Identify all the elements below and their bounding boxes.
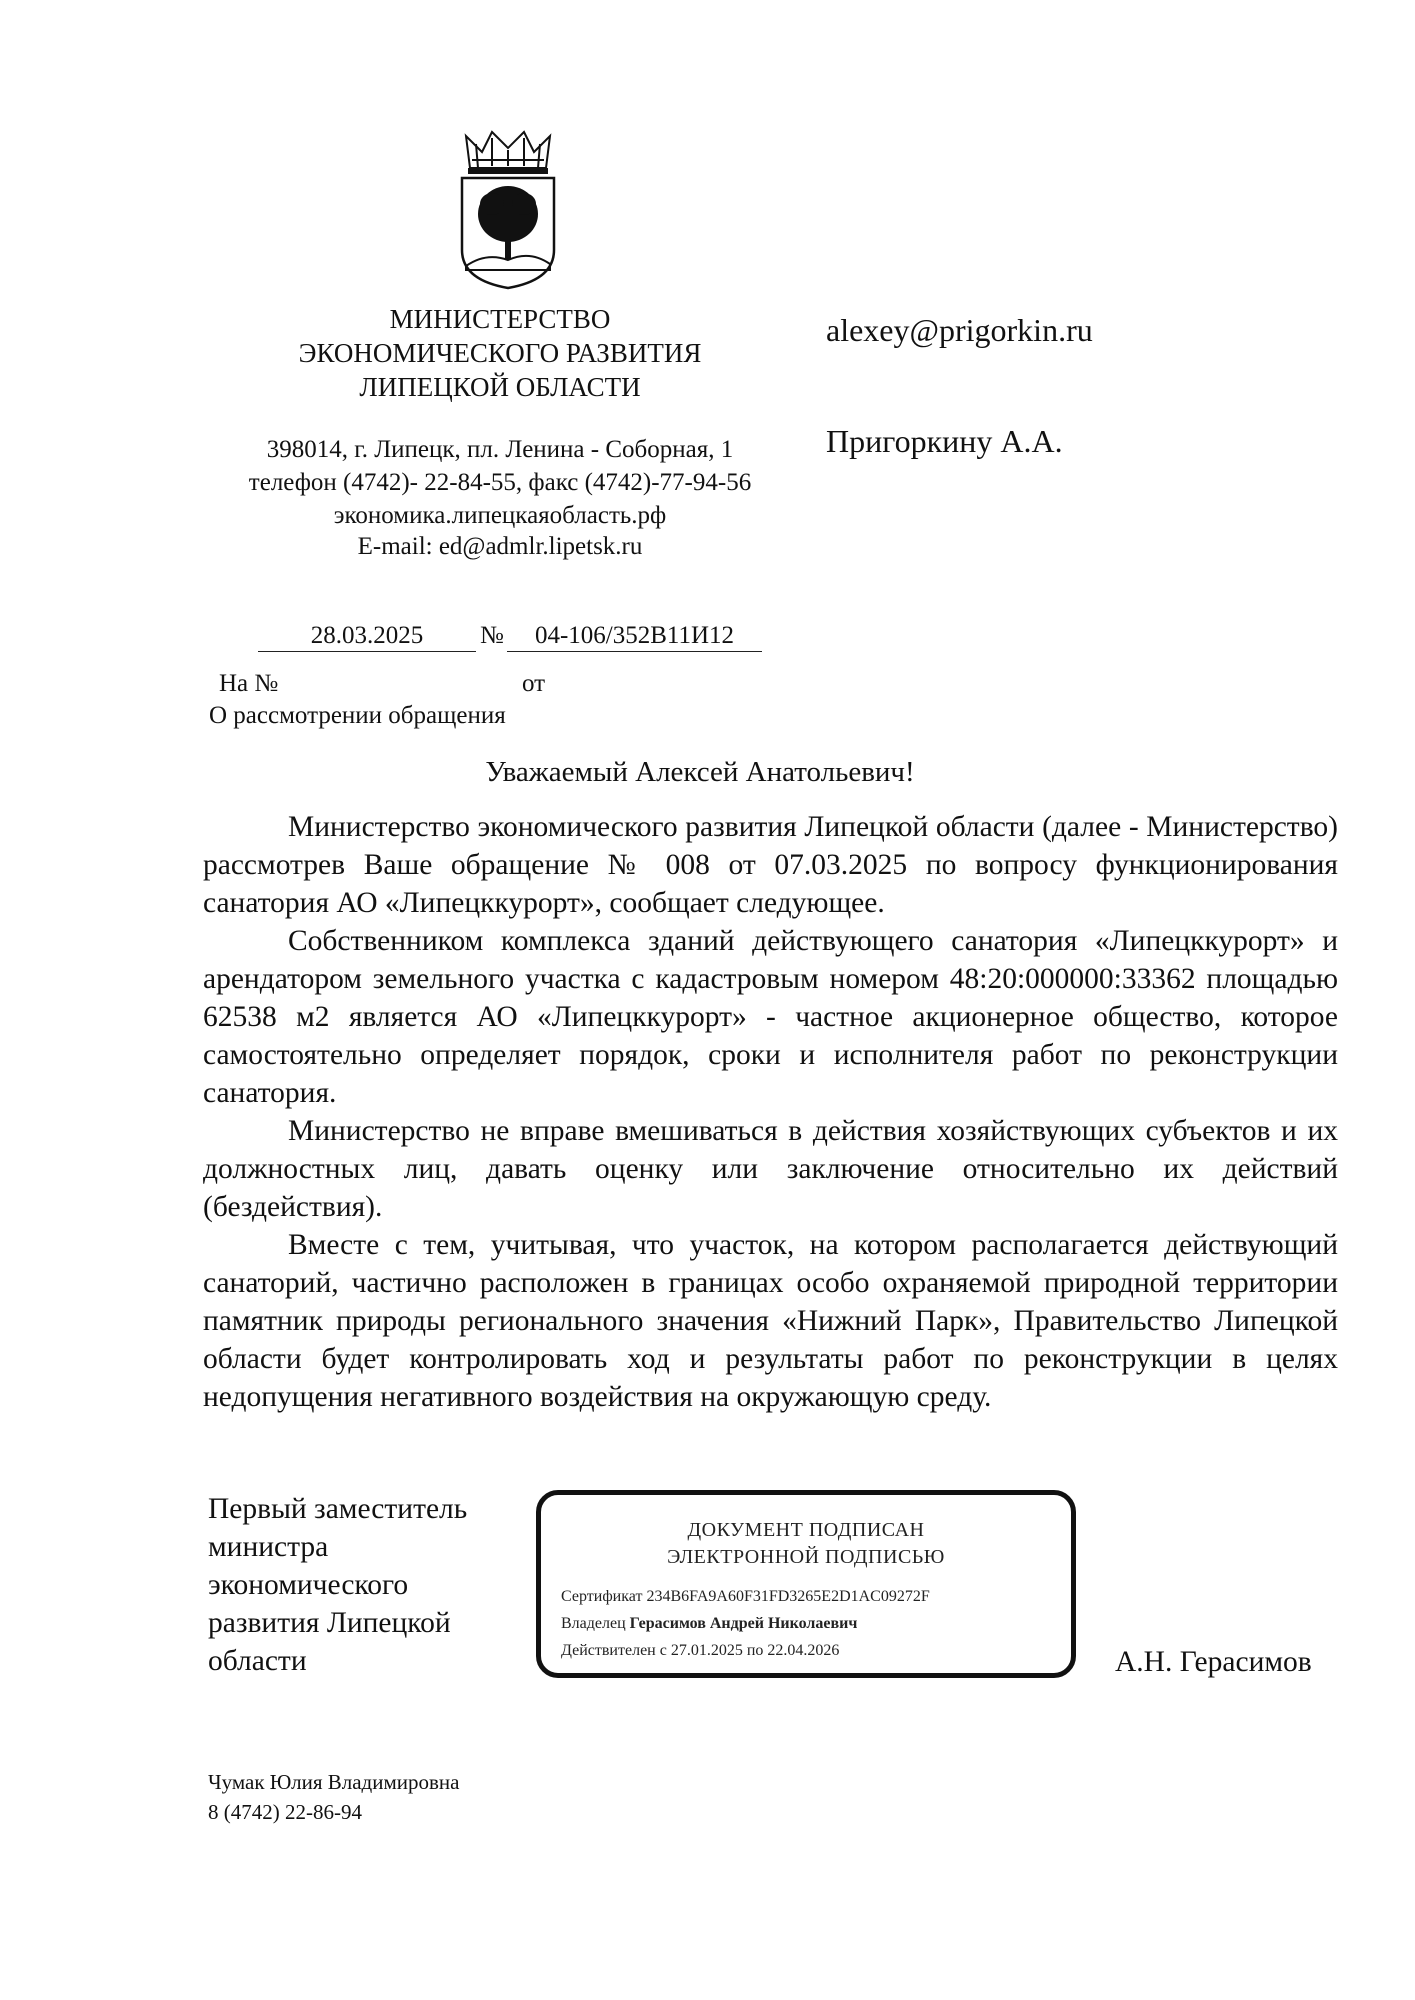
stamp-title-line: ДОКУМЕНТ ПОДПИСАН xyxy=(687,1519,925,1541)
executor-name: Чумак Юлия Владимировна xyxy=(208,1770,460,1794)
body-paragraph: Собственником комплекса зданий действующего санатория «Липецккурорт» и арендатором земельного участка с кадастровым номером 48:20:000000:33362 площадью 62538 м2 является АО «Липецккурорт» - частное акционерное общество, которое самостоятельно определяет порядок, сроки и исполнителя работ по реконструкции санатория. xyxy=(203,925,1338,1109)
stamp-title-line: ЭЛЕКТРОННОЙ ПОДПИСЬЮ xyxy=(667,1546,945,1568)
certificate-label: Сертификат xyxy=(561,1588,643,1605)
owner-label: Владелец xyxy=(561,1615,626,1632)
number-sign: № xyxy=(480,622,504,649)
position-line: Первый заместитель xyxy=(208,1493,468,1525)
address-line: 398014, г. Липецк, пл. Ленина - Соборная, 1 xyxy=(266,436,734,463)
certificate-value: 234B6FA9A60F31FD3265E2D1AC09272F xyxy=(646,1588,930,1605)
reference-label: На № xyxy=(219,670,279,697)
owner-value: Герасимов Андрей Николаевич xyxy=(629,1615,858,1632)
ministry-name xyxy=(270,302,730,404)
letter-subject: О рассмотрении обращения xyxy=(209,702,506,729)
valid-to-label: по xyxy=(746,1642,764,1659)
ministry-email: E-mail: ed@admlr.lipetsk.ru xyxy=(357,533,643,560)
body-paragraph: Министерство экономического развития Липецкой области (далее - Министерство) рассмотрев Ваше обращение № 008 от 07.03.2025 по вопросу функционирования санатория АО «Липецккурорт», сообщает следующее. xyxy=(203,811,1338,919)
position-line: министра xyxy=(208,1531,329,1563)
registration-number: 04-106/352В11И12 xyxy=(507,621,762,652)
stamp-owner xyxy=(561,1615,857,1633)
ministry-line: МИНИСТЕРСТВО xyxy=(389,304,611,334)
valid-to: 22.04.2026 xyxy=(767,1642,840,1659)
electronic-signature-stamp xyxy=(536,1490,1076,1678)
position-line: области xyxy=(208,1645,307,1677)
executor-phone: 8 (4742) 22-86-94 xyxy=(208,1800,362,1824)
letter-body xyxy=(203,808,1338,1416)
website: экономика.липецкаяобласть.рф xyxy=(333,502,667,529)
address-line: телефон (4742)- 22-84-55, факс (4742)-77-94-56 xyxy=(248,469,752,496)
ministry-line: ЛИПЕЦКОЙ ОБЛАСТИ xyxy=(359,372,641,402)
ministry-address xyxy=(200,433,800,532)
signer-name: А.Н. Герасимов xyxy=(1115,1646,1312,1678)
body-paragraph: Министерство не вправе вмешиваться в действия хозяйствующих субъектов и их должностных лиц, давать оценку или заключение относительно их действий (бездействия). xyxy=(203,1115,1338,1223)
body-paragraph: Вместе с тем, учитывая, что участок, на котором располагается действующий санаторий, частично расположен в границах особо охраняемой природной территории памятник природы регионального значения «Нижний Парк», Правительство Липецкой области будет контролировать ход и результаты работ по реконструкции в целях недопущения негативного воздействия на окружающую среду. xyxy=(203,1229,1338,1413)
recipient-email: alexey@prigorkin.ru xyxy=(826,312,1093,348)
valid-from: 27.01.2025 xyxy=(670,1642,743,1659)
position-line: развития Липецкой xyxy=(208,1607,451,1639)
stamp-title xyxy=(541,1517,1071,1571)
salutation: Уважаемый Алексей Анатольевич! xyxy=(485,756,915,788)
lipetsk-coat-of-arms-icon xyxy=(456,130,560,290)
stamp-validity xyxy=(561,1642,839,1660)
executor-info xyxy=(208,1767,459,1827)
position-line: экономического xyxy=(208,1569,409,1601)
signer-position xyxy=(208,1490,508,1680)
registration-date: 28.03.2025 xyxy=(258,621,476,652)
recipient-name: Пригоркину А.А. xyxy=(826,423,1063,459)
reference-from: от xyxy=(522,670,546,697)
stamp-certificate xyxy=(561,1588,930,1606)
valid-label: Действителен с xyxy=(561,1642,667,1659)
ministry-line: ЭКОНОМИЧЕСКОГО РАЗВИТИЯ xyxy=(298,338,702,368)
